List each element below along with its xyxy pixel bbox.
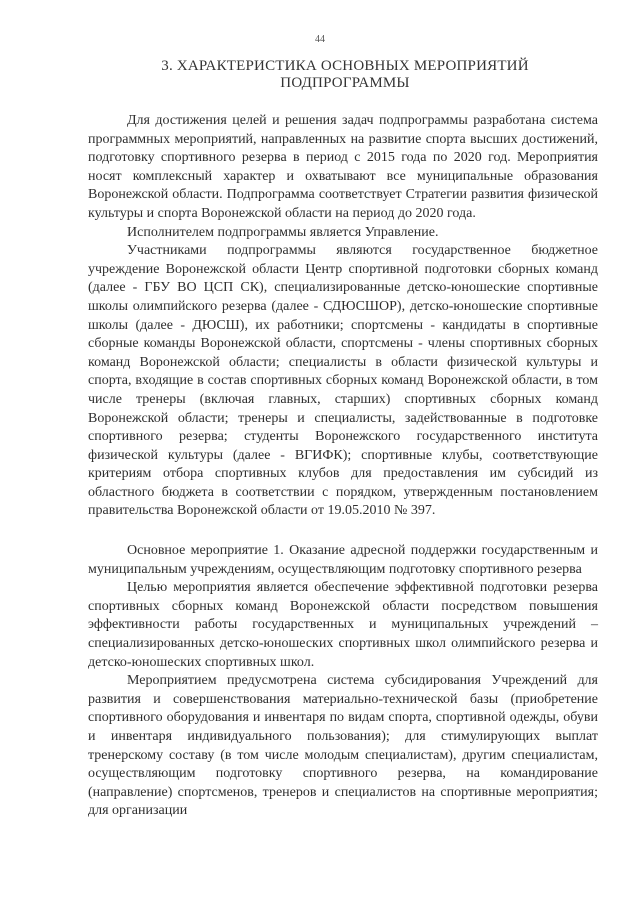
document-body — [88, 112, 598, 821]
section-heading — [130, 58, 560, 92]
paragraph-executor: Исполнителем подпрограммы является Управление. — [127, 224, 439, 240]
paragraph-participants: Участниками подпрограммы являются государственное бюджетное учреждение Воронежской области Центр спортивной подготовки сборных команд (далее - ГБУ ВО ЦСП СК), специализированные детско-юношеские спортивные школы олимпийского резерва (далее - СДЮСШОР), детско-юношеские спортивные школы (далее - ДЮСШ), их работники; спортсмены - кандидаты в спортивные сборные команды Воронежской области, спортсмены - члены спортивных сборных команд Воронежской области; специалисты в области физической культуры и спорта, входящие в состав спортивных сборных команд Воронежской области, в том числе тренеры (включая главных, старших) спортивных сборных команд Воронежской области; тренеры и специалисты, задействованные в подготовке спортивного резерва; студенты Воронежского государственного института физической культуры (далее - ВГИФК); спортивные клубы, соответствующие критериям отбора спортивных клубов для предоставления им субсидий из областного бюджета в соответствии с порядком, утвержденным постановлением правительства Воронежской области от 19.05.2010 № 397. — [88, 243, 598, 519]
section-heading-line-2: ПОДПРОГРАММЫ — [280, 75, 410, 91]
paragraph-main-activity-title: Основное мероприятие 1. Оказание адресной поддержки государственным и муниципальным учреждениям, осуществляющим подготовку спортивного резерва — [88, 543, 598, 577]
section-heading-line-1: 3. ХАРАКТЕРИСТИКА ОСНОВНЫХ МЕРОПРИЯТИЙ — [161, 58, 529, 74]
paragraph-subsidy-system: Мероприятием предусмотрена система субсидирования Учреждений для развития и совершенствования материально-технической базы (приобретение спортивного оборудования и инвентаря по видам спорта, спортивной одежды, обуви и инвентаря индивидуального пользования); для стимулирующих выплат тренерскому составу (в том числе молодым специалистам), другим специалистам, осуществляющим подготовку спортивного резерва, на командирование (направление) спортсменов, тренеров и специалистов на спортивные мероприятия; для организации — [88, 673, 598, 819]
page-number: 44 — [315, 34, 325, 45]
paragraph-goals: Для достижения целей и решения задач подпрограммы разработана система программных мероприятий, направленных на развитие спорта высших достижений, подготовку спортивного резерва в период с 2015 года по 2020 год. Мероприятия носят комплексный характер и охватывают все муниципальные образования Воронежской области. Подпрограмма соответствует Стратегии развития физической культуры и спорта Воронежской области на период до 2020 года. — [88, 113, 598, 221]
paragraph-activity-purpose: Целью мероприятия является обеспечение эффективной подготовки резерва спортивных сборных команд Воронежской области посредством повышения эффективности работы государственных и муниципальных учреждений – специализированных детско-юношеских спортивных школ олимпийского резерва и детско-юношеских спортивных школ. — [88, 580, 598, 670]
